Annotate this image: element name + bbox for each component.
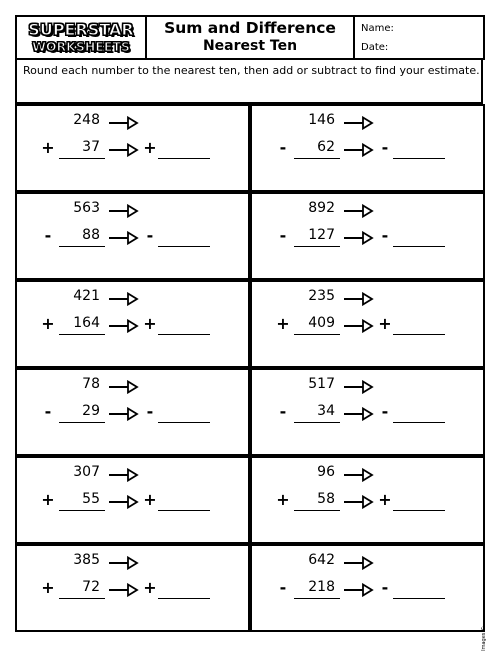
arrow-icon — [109, 291, 139, 305]
operator-sign: - — [44, 402, 52, 421]
answer-blank[interactable] — [393, 422, 445, 423]
date-label: Date: — [361, 42, 389, 53]
operator-sign: + — [276, 314, 290, 333]
instructions: Round each number to the nearest ten, then add or subtract to find your estimate. — [15, 58, 483, 104]
bottom-number: 62 — [317, 139, 335, 155]
arrow-icon — [344, 230, 374, 244]
answer-blank[interactable] — [158, 598, 210, 599]
bottom-number: 34 — [317, 403, 335, 419]
estimate-operator-sign: + — [143, 138, 157, 157]
operator-sign: - — [279, 578, 287, 597]
operator-sign: - — [279, 402, 287, 421]
sum-underline — [294, 422, 340, 423]
operator-sign: - — [279, 226, 287, 245]
arrow-icon — [109, 467, 139, 481]
arrow-icon — [344, 406, 374, 420]
estimate-operator-sign: + — [143, 314, 157, 333]
top-number: 892 — [308, 200, 335, 216]
estimate-operator-sign: + — [378, 314, 392, 333]
top-number: 642 — [308, 552, 335, 568]
operator-sign: + — [41, 490, 55, 509]
sum-underline — [294, 158, 340, 159]
logo-line-1: SUPERSTAR — [28, 19, 134, 39]
problem-cell — [15, 368, 250, 456]
estimate-operator-sign: + — [143, 578, 157, 597]
arrow-icon — [344, 115, 374, 129]
logo-line-2: WORKSHEETS — [32, 38, 130, 54]
operator-sign: - — [44, 226, 52, 245]
header — [15, 15, 485, 60]
arrow-icon — [109, 203, 139, 217]
arrow-icon — [109, 494, 139, 508]
problem-cell — [250, 192, 485, 280]
problem-cell — [250, 280, 485, 368]
problem-cell — [250, 104, 485, 192]
sum-underline — [59, 334, 105, 335]
sum-underline — [59, 598, 105, 599]
top-number: 146 — [308, 112, 335, 128]
problem-cell — [15, 544, 250, 632]
operator-sign: + — [41, 578, 55, 597]
estimate-operator-sign: - — [381, 138, 389, 157]
arrow-icon — [109, 379, 139, 393]
bottom-number: 29 — [82, 403, 100, 419]
problem-cell — [15, 280, 250, 368]
sum-underline — [294, 598, 340, 599]
title-box — [147, 17, 355, 58]
sum-underline — [294, 246, 340, 247]
top-number: 307 — [73, 464, 100, 480]
worksheet-subtitle: Nearest Ten — [202, 38, 298, 54]
answer-blank[interactable] — [393, 510, 445, 511]
bottom-number: 37 — [82, 139, 100, 155]
arrow-icon — [344, 203, 374, 217]
estimate-operator-sign: - — [381, 226, 389, 245]
worksheet — [15, 15, 487, 651]
arrow-icon — [344, 291, 374, 305]
sum-underline — [59, 422, 105, 423]
arrow-icon — [109, 115, 139, 129]
top-number: 248 — [73, 112, 100, 128]
top-number: 235 — [308, 288, 335, 304]
bottom-number: 58 — [317, 491, 335, 507]
worksheet-title: Sum and Difference — [164, 19, 336, 37]
sum-underline — [294, 334, 340, 335]
image-credit: Images © — [481, 626, 487, 651]
answer-blank[interactable] — [393, 158, 445, 159]
bottom-number: 88 — [82, 227, 100, 243]
bottom-number: 127 — [308, 227, 335, 243]
name-label: Name: — [361, 23, 394, 34]
answer-blank[interactable] — [158, 422, 210, 423]
arrow-icon — [344, 318, 374, 332]
bottom-number: 218 — [308, 579, 335, 595]
estimate-operator-sign: - — [381, 402, 389, 421]
answer-blank[interactable] — [158, 158, 210, 159]
answer-blank[interactable] — [158, 334, 210, 335]
problem-cell — [15, 456, 250, 544]
arrow-icon — [109, 582, 139, 596]
student-info — [355, 17, 483, 58]
bottom-number: 55 — [82, 491, 100, 507]
top-number: 385 — [73, 552, 100, 568]
sum-underline — [59, 158, 105, 159]
sum-underline — [59, 246, 105, 247]
arrow-icon — [344, 379, 374, 393]
arrow-icon — [109, 142, 139, 156]
top-number: 421 — [73, 288, 100, 304]
problem-cell — [250, 456, 485, 544]
sum-underline — [59, 510, 105, 511]
bottom-number: 409 — [308, 315, 335, 331]
answer-blank[interactable] — [158, 246, 210, 247]
estimate-operator-sign: - — [146, 402, 154, 421]
bottom-number: 72 — [82, 579, 100, 595]
operator-sign: + — [41, 314, 55, 333]
answer-blank[interactable] — [393, 598, 445, 599]
problem-cell — [15, 192, 250, 280]
operator-sign: + — [276, 490, 290, 509]
answer-blank[interactable] — [393, 246, 445, 247]
answer-blank[interactable] — [158, 510, 210, 511]
arrow-icon — [109, 555, 139, 569]
top-number: 78 — [82, 376, 100, 392]
arrow-icon — [344, 555, 374, 569]
problem-cell — [250, 368, 485, 456]
arrow-icon — [344, 494, 374, 508]
arrow-icon — [109, 318, 139, 332]
arrow-icon — [344, 142, 374, 156]
answer-blank[interactable] — [393, 334, 445, 335]
estimate-operator-sign: - — [381, 578, 389, 597]
sum-underline — [294, 510, 340, 511]
problem-cell — [15, 104, 250, 192]
top-number: 517 — [308, 376, 335, 392]
arrow-icon — [109, 406, 139, 420]
arrow-icon — [109, 230, 139, 244]
operator-sign: + — [41, 138, 55, 157]
superstar-worksheets-logo — [17, 17, 147, 58]
bottom-number: 164 — [73, 315, 100, 331]
operator-sign: - — [279, 138, 287, 157]
problem-grid — [15, 104, 485, 632]
arrow-icon — [344, 582, 374, 596]
estimate-operator-sign: + — [378, 490, 392, 509]
estimate-operator-sign: - — [146, 226, 154, 245]
arrow-icon — [344, 467, 374, 481]
top-number: 563 — [73, 200, 100, 216]
top-number: 96 — [317, 464, 335, 480]
estimate-operator-sign: + — [143, 490, 157, 509]
problem-cell — [250, 544, 485, 632]
